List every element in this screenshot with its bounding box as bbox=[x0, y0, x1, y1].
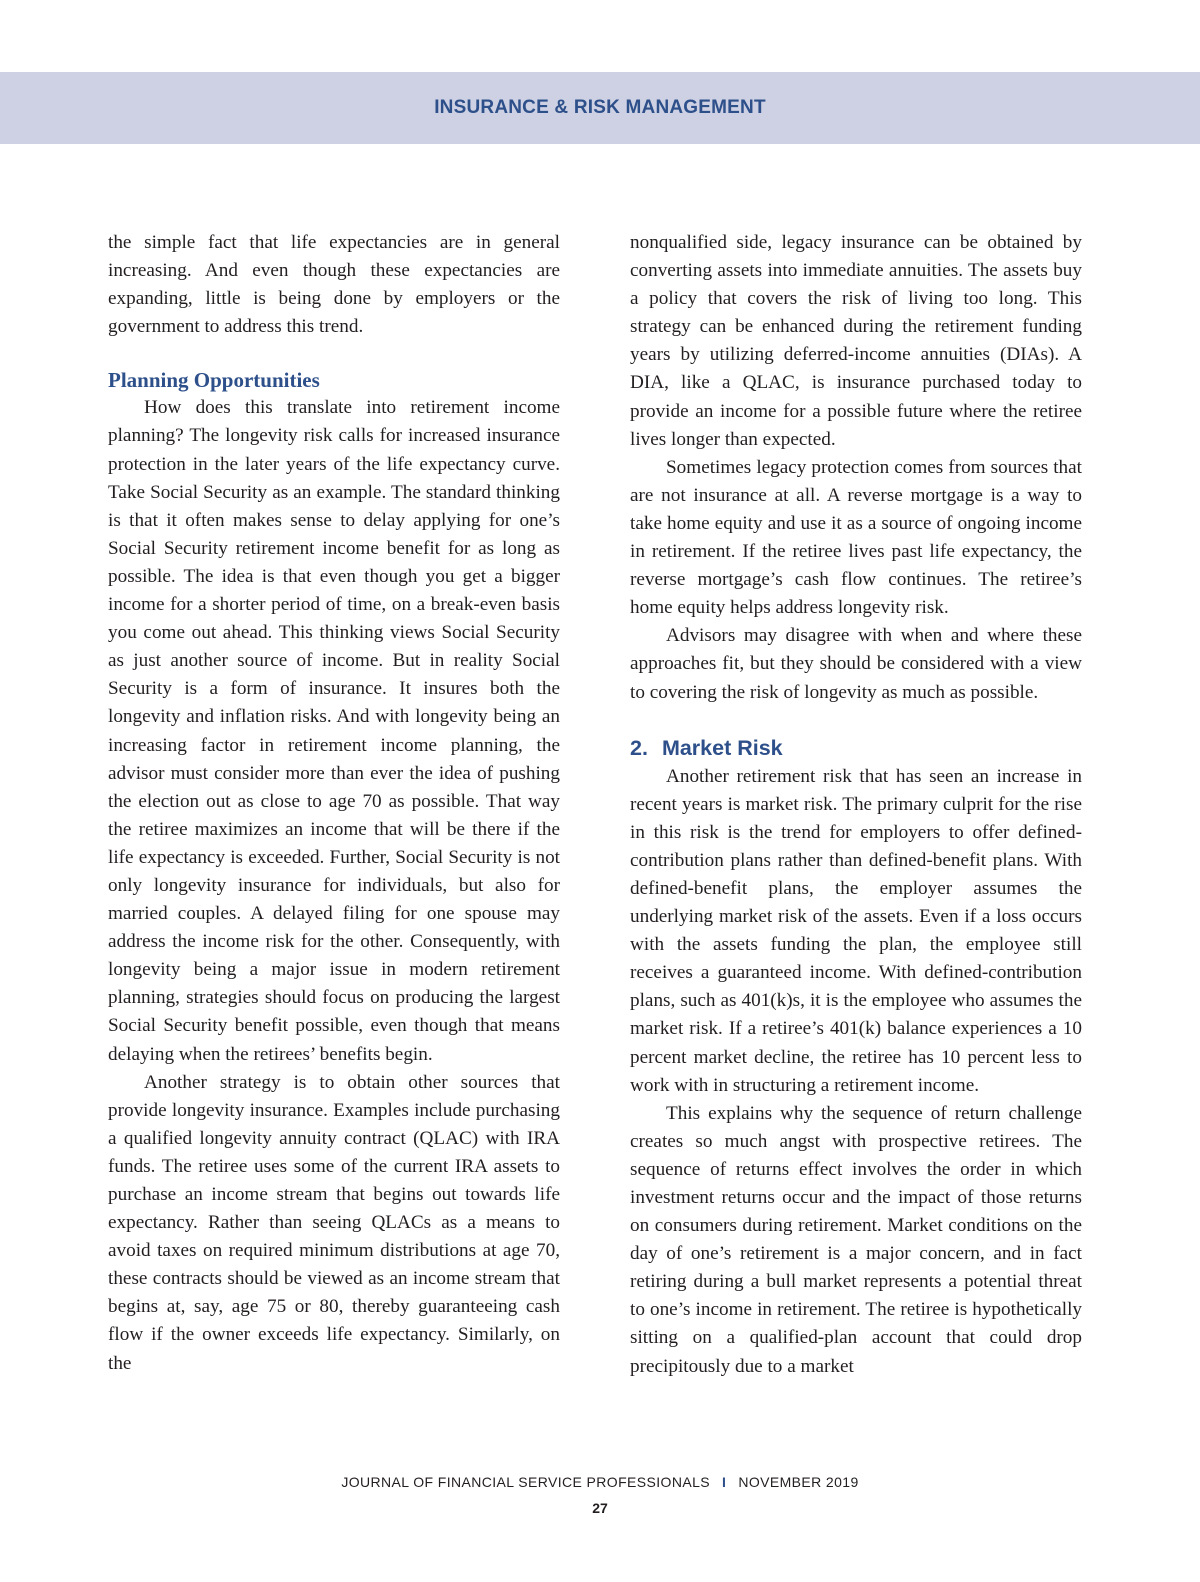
issue-date: NOVEMBER 2019 bbox=[738, 1474, 859, 1490]
body-paragraph: How does this translate into retirement income planning? The longevity risk calls for increased insurance protection in the later years of the life expectancy curve. Take Social Security as an example. The standard thinking is that it often makes sense to delay applying for one’s Social Security retirement income benefit for as long as possible. The idea is that even though you get a bigger income for a shorter period of time, on a break-even basis you come out ahead. This thinking views Social Security as just another source of income. But in reality Social Security is a form of insurance. It insures both the longevity and inflation risks. And with longevity being an increasing factor in retirement income planning, the advisor must consider more than ever the idea of pushing the election out as close to age 70 as possible. That way the retiree maximizes an income that will be there if the life expectancy is exceeded. Further, Social Security is not only longevity insurance for individuals, but also for married couples. A delayed filing for one spouse may address the income risk for the other. Consequently, with longevity being a major issue in modern retirement planning, strategies should focus on producing the largest Social Security benefit possible, even though that means delaying when the retirees’ benefits begin. bbox=[108, 397, 560, 1065]
body-paragraph: This explains why the sequence of return challenge creates so much angst with prospective retirees. The sequence of returns effect involves the order in which investment returns occur and the impact of those returns on consumers during retirement. Market conditions on the day of one’s retirement is a major concern, and in fact retiring during a bull market represents a potential threat to one’s income in retirement. The retiree is hypothetically sitting on a qualified-plan account that could drop precipitously due to a market bbox=[630, 1102, 1082, 1377]
section-title: INSURANCE & RISK MANAGEMENT bbox=[434, 97, 766, 118]
body-paragraph: Advisors may disagree with when and where these approaches fit, but they should be considered with a view to covering the risk of longevity as much as possible. bbox=[630, 625, 1082, 703]
right-column bbox=[630, 229, 1082, 1381]
heading-number: 2. bbox=[630, 735, 648, 760]
left-column bbox=[108, 229, 560, 1378]
section-header-band bbox=[0, 72, 1200, 144]
intro-paragraph: the simple fact that life expectancies are in general increasing. And even though these expectancies are expanding, little is being done by employers or the government to address this trend. bbox=[108, 232, 560, 338]
footer-separator: I bbox=[722, 1474, 727, 1490]
page-footer bbox=[0, 1474, 1200, 1490]
planning-opportunities-heading: Planning Opportunities bbox=[108, 368, 320, 393]
body-paragraph: Another retirement risk that has seen an increase in recent years is market risk. The primary culprit for the rise in this risk is the trend for employers to offer defined-contribution plans rather than defined-benefit plans. With defined-benefit plans, the employer assumes the underlying market risk of the assets. Even if a loss occurs with the assets funding the plan, the employee still receives a guaranteed income. With defined-contribution plans, such as 401(k)s, it is the employee who assumes the market risk. If a retiree’s 401(k) balance experiences a 10 percent market decline, the retiree has 10 percent less to work with in structuring a retirement income. bbox=[630, 765, 1082, 1096]
page-number: 27 bbox=[592, 1500, 608, 1516]
heading-text: Market Risk bbox=[661, 735, 783, 760]
market-risk-heading bbox=[630, 733, 1082, 763]
body-paragraph: Another strategy is to obtain other sources that provide longevity insurance. Examples include purchasing a qualified longevity annuity contract (QLAC) with IRA funds. The retiree uses some of the current IRA assets to purchase an income stream that begins out towards life expectancy. Rather than seeing QLACs as a means to avoid taxes on required minimum distributions at age 70, these contracts should be viewed as an income stream that begins at, say, age 75 or 80, thereby guaranteeing cash flow if the owner exceeds life expectancy. Similarly, on the bbox=[108, 1071, 560, 1374]
journal-name: JOURNAL OF FINANCIAL SERVICE PROFESSIONALS bbox=[341, 1474, 711, 1490]
body-paragraph: Sometimes legacy protection comes from sources that are not insurance at all. A reverse mortgage is a way to take home equity and use it as a source of ongoing income in retirement. If the retiree lives past life expectancy, the reverse mortgage’s cash flow continues. The retiree’s home equity helps address longevity risk. bbox=[630, 456, 1082, 619]
continuation-paragraph: nonqualified side, legacy insurance can be obtained by converting assets into immediate annuities. The assets buy a policy that covers the risk of living too long. This strategy can be enhanced during the retirement funding years by utilizing deferred-income annuities (DIAs). A DIA, like a QLAC, is insurance purchased today to provide an income for a possible future where the retiree lives longer than expected. bbox=[630, 232, 1082, 450]
